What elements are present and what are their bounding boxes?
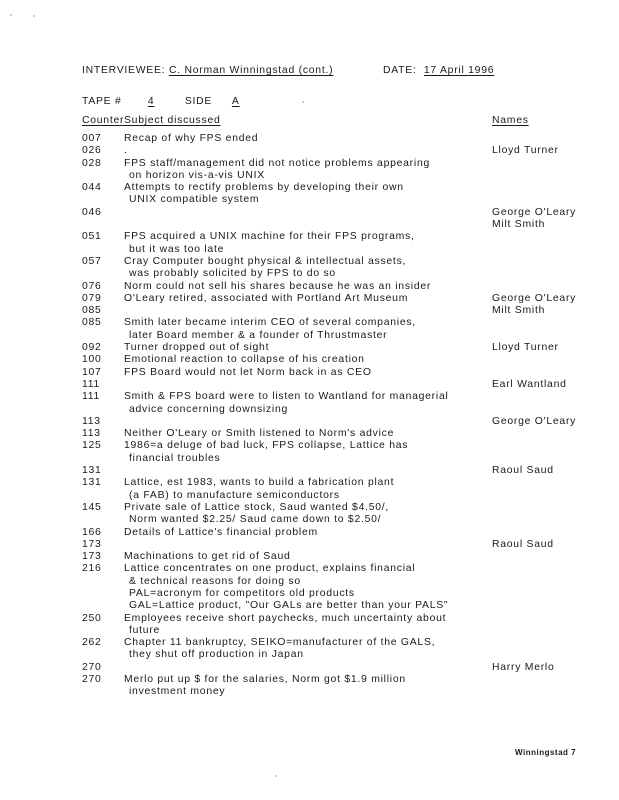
subject-line: Merlo put up $ for the salaries, Norm got $1.9 million	[124, 674, 406, 686]
counter-cell	[82, 674, 102, 686]
subject-cell	[124, 502, 389, 527]
table-row	[0, 539, 619, 551]
name-entry: Lloyd Turner	[492, 145, 559, 157]
counter-value: 173	[82, 538, 102, 550]
names-cell	[492, 145, 559, 157]
subject-line: FPS Board would not let Norm back in as CEO	[124, 366, 372, 378]
column-header-subject: Subject discussed	[124, 115, 221, 126]
name-entry: George O'Leary	[492, 415, 577, 427]
table-row	[0, 440, 619, 465]
subject-cell	[124, 367, 372, 379]
subject-cell	[124, 158, 430, 183]
subject-line: Recap of why FPS ended	[124, 133, 259, 144]
subject-line: Emotional reaction to collapse of his creation	[124, 354, 365, 366]
table-row	[0, 391, 619, 416]
tape-label: TAPE #	[82, 96, 122, 107]
counter-value: 250	[82, 612, 102, 624]
table-row	[0, 379, 619, 391]
subject-cell	[124, 637, 435, 662]
counter-value: 076	[82, 280, 102, 292]
subject-cell	[124, 613, 446, 638]
subject-line: Norm could not sell his shares because he was an insider	[124, 280, 432, 292]
counter-value: 046	[82, 206, 102, 218]
scan-speck	[275, 775, 277, 777]
subject-line: GAL=Lattice product, "Our GALs are better than your PALS"	[129, 600, 449, 612]
counter-value: 044	[82, 182, 102, 194]
counter-cell	[82, 207, 102, 219]
table-row	[0, 133, 619, 145]
counter-cell	[82, 342, 102, 354]
table-row	[0, 416, 619, 428]
counter-value: 216	[82, 563, 102, 575]
counter-cell	[82, 182, 102, 194]
subject-cell	[124, 317, 416, 342]
subject-cell	[124, 256, 406, 281]
subject-line: Employees receive short paychecks, much uncertainty about	[124, 612, 447, 624]
counter-value: 113	[82, 428, 101, 440]
interviewee-label: INTERVIEWEE:	[82, 65, 166, 76]
subject-line: but it was too late	[129, 243, 225, 255]
side-value: A	[231, 96, 240, 107]
counter-cell	[82, 391, 100, 403]
table-row	[0, 637, 619, 662]
subject-line: FPS staff/management did not notice problems appearing	[124, 157, 431, 169]
interviewee-name: C. Norman Winningstad (cont.)	[168, 65, 334, 76]
subject-cell	[124, 674, 406, 699]
subject-cell	[124, 477, 394, 502]
subject-cell	[124, 293, 408, 305]
subject-cell	[124, 133, 258, 145]
table-row	[0, 563, 619, 612]
counter-cell	[82, 256, 102, 268]
subject-cell	[124, 527, 318, 539]
counter-value: 145	[82, 501, 102, 513]
table-row	[0, 354, 619, 366]
subject-line: Lattice concentrates on one product, explains financial	[124, 563, 416, 575]
counter-cell	[82, 317, 102, 329]
counter-value: 107	[82, 366, 102, 378]
counter-value: 092	[82, 342, 102, 354]
subject-line: FPS acquired a UNIX machine for their FPS programs,	[124, 231, 415, 243]
subject-line: Private sale of Lattice stock, Saud wanted $4.50/,	[124, 501, 390, 513]
name-entry: Raoul Saud	[492, 465, 554, 477]
counter-value: 111	[82, 391, 101, 403]
names-cell	[492, 305, 545, 317]
subject-cell	[124, 391, 449, 416]
subject-line: Neither O'Leary or Smith listened to Norm's advice	[124, 428, 395, 440]
name-entry: Milt Smith	[492, 219, 546, 231]
table-row	[0, 527, 619, 539]
subject-line: Machinations to get rid of Saud	[124, 551, 291, 563]
date-line	[383, 65, 494, 76]
counter-value: 166	[82, 526, 102, 538]
table-row	[0, 367, 619, 379]
table-row	[0, 158, 619, 183]
counter-value: 100	[82, 354, 102, 366]
subject-cell	[124, 145, 128, 157]
subject-line: O'Leary retired, associated with Portland Art Museum	[124, 292, 409, 304]
counter-cell	[82, 563, 102, 575]
subject-line: Cray Computer bought physical & intellectual assets,	[124, 255, 407, 267]
counter-cell	[82, 527, 102, 539]
table-row	[0, 182, 619, 207]
scan-speck	[302, 101, 304, 103]
subject-line: 1986=a deluge of bad luck, FPS collapse, Lattice has	[124, 440, 409, 452]
subject-line: PAL=acronym for competitors old products	[129, 587, 355, 599]
counter-value: 085	[82, 305, 102, 317]
table-row	[0, 293, 619, 305]
counter-cell	[82, 428, 101, 440]
counter-cell	[82, 613, 102, 625]
name-entry: George O'Leary	[492, 206, 577, 218]
subject-cell	[124, 428, 394, 440]
side-label: SIDE	[184, 96, 213, 107]
counter-value: 051	[82, 231, 102, 243]
page-footer: Winningstad 7	[515, 748, 577, 757]
counter-value: 131	[82, 477, 102, 489]
subject-cell	[124, 440, 408, 465]
table-row	[0, 145, 619, 157]
table-row	[0, 231, 619, 256]
subject-line: Smith later became interim CEO of several companies,	[124, 317, 416, 329]
table-row	[0, 342, 619, 354]
counter-cell	[82, 637, 102, 649]
counter-cell	[82, 354, 102, 366]
subject-line: & technical reasons for doing so	[129, 575, 301, 587]
subject-line: advice concerning downsizing	[129, 403, 289, 415]
subject-line: later Board member & a founder of Thrustmaster	[129, 329, 388, 341]
name-entry: Raoul Saud	[492, 538, 554, 550]
interviewee-line	[82, 65, 333, 76]
subject-cell	[124, 551, 291, 563]
counter-cell	[82, 440, 102, 452]
subject-line: Norm wanted $2.25/ Saud came down to $2.50/	[129, 514, 382, 526]
subject-cell	[124, 182, 404, 207]
counter-value: 111	[82, 378, 101, 390]
subject-cell	[124, 231, 415, 256]
counter-value: 028	[82, 157, 102, 169]
subject-line: Smith & FPS board were to listen to Wantland for managerial	[124, 391, 449, 403]
name-entry: Lloyd Turner	[492, 342, 559, 354]
table-row	[0, 674, 619, 699]
table-row	[0, 317, 619, 342]
counter-value: 270	[82, 674, 102, 686]
subject-line: Lattice, est 1983, wants to build a fabrication plant	[124, 477, 395, 489]
subject-line: future	[129, 624, 161, 636]
table-row	[0, 256, 619, 281]
counter-cell	[82, 145, 102, 157]
subject-line: UNIX compatible system	[129, 194, 260, 206]
tape-line	[82, 96, 248, 107]
counter-value: 125	[82, 440, 102, 452]
names-cell	[492, 465, 554, 477]
subject-line: financial troubles	[129, 452, 221, 464]
subject-cell	[124, 342, 269, 354]
name-entry: Harry Merlo	[492, 661, 555, 673]
subject-line: Attempts to rectify problems by developing their own	[124, 182, 404, 194]
date-label: DATE:	[383, 65, 417, 76]
table-row	[0, 428, 619, 440]
subject-line: Details of Lattice's financial problem	[124, 526, 318, 538]
counter-cell	[82, 158, 102, 170]
counter-cell	[82, 133, 102, 145]
counter-value: 007	[82, 133, 102, 144]
names-cell	[492, 539, 554, 551]
counter-value: 270	[82, 661, 102, 673]
subject-cell	[124, 281, 431, 293]
tape-number: 4	[147, 96, 155, 107]
counter-cell	[82, 662, 102, 674]
table-row	[0, 281, 619, 293]
subject-line: on horizon vis-a-vis UNIX	[129, 169, 265, 181]
subject-line: was probably solicited by FPS to do so	[129, 268, 336, 280]
name-entry: Milt Smith	[492, 305, 546, 317]
counter-cell	[82, 379, 100, 391]
counter-cell	[82, 502, 102, 514]
counter-cell	[82, 551, 102, 563]
counter-cell	[82, 281, 102, 293]
counter-cell	[82, 293, 102, 305]
names-cell	[492, 207, 576, 232]
subject-line: .	[124, 145, 128, 157]
tape-log-table	[0, 133, 619, 699]
name-entry: George O'Leary	[492, 292, 577, 304]
counter-value: 262	[82, 637, 102, 649]
names-cell	[492, 379, 567, 391]
table-row	[0, 613, 619, 638]
subject-line: Chapter 11 bankruptcy, SEIKO=manufacturer of the GALS,	[124, 637, 436, 649]
names-cell	[492, 662, 555, 674]
counter-cell	[82, 539, 102, 551]
counter-cell	[82, 416, 101, 428]
table-row	[0, 551, 619, 563]
name-entry: Earl Wantland	[492, 378, 567, 390]
subject-line: they shut off production in Japan	[129, 649, 304, 661]
counter-cell	[82, 465, 102, 477]
names-cell	[492, 416, 576, 428]
table-row	[0, 477, 619, 502]
counter-cell	[82, 231, 102, 243]
column-header-names: Names	[492, 115, 529, 126]
subject-cell	[124, 354, 365, 366]
subject-line: investment money	[129, 686, 226, 698]
table-row	[0, 502, 619, 527]
names-cell	[492, 342, 559, 354]
counter-value: 131	[82, 465, 102, 477]
counter-value: 113	[82, 415, 101, 427]
column-header-counter: Counter	[82, 115, 125, 126]
subject-cell	[124, 563, 448, 612]
counter-cell	[82, 477, 102, 489]
names-cell	[492, 293, 576, 305]
table-row	[0, 305, 619, 317]
table-row	[0, 662, 619, 674]
counter-value: 079	[82, 292, 102, 304]
date-value: 17 April 1996	[423, 65, 495, 76]
scan-speck	[10, 14, 12, 16]
counter-value: 173	[82, 551, 102, 563]
table-row	[0, 465, 619, 477]
table-row	[0, 207, 619, 232]
subject-line: Turner dropped out of sight	[124, 342, 270, 354]
counter-cell	[82, 305, 102, 317]
counter-value: 026	[82, 145, 102, 157]
counter-value: 085	[82, 317, 102, 329]
scan-speck	[33, 15, 35, 17]
subject-line: (a FAB) to manufacture semiconductors	[129, 489, 340, 501]
counter-value: 057	[82, 255, 102, 267]
counter-cell	[82, 367, 102, 379]
